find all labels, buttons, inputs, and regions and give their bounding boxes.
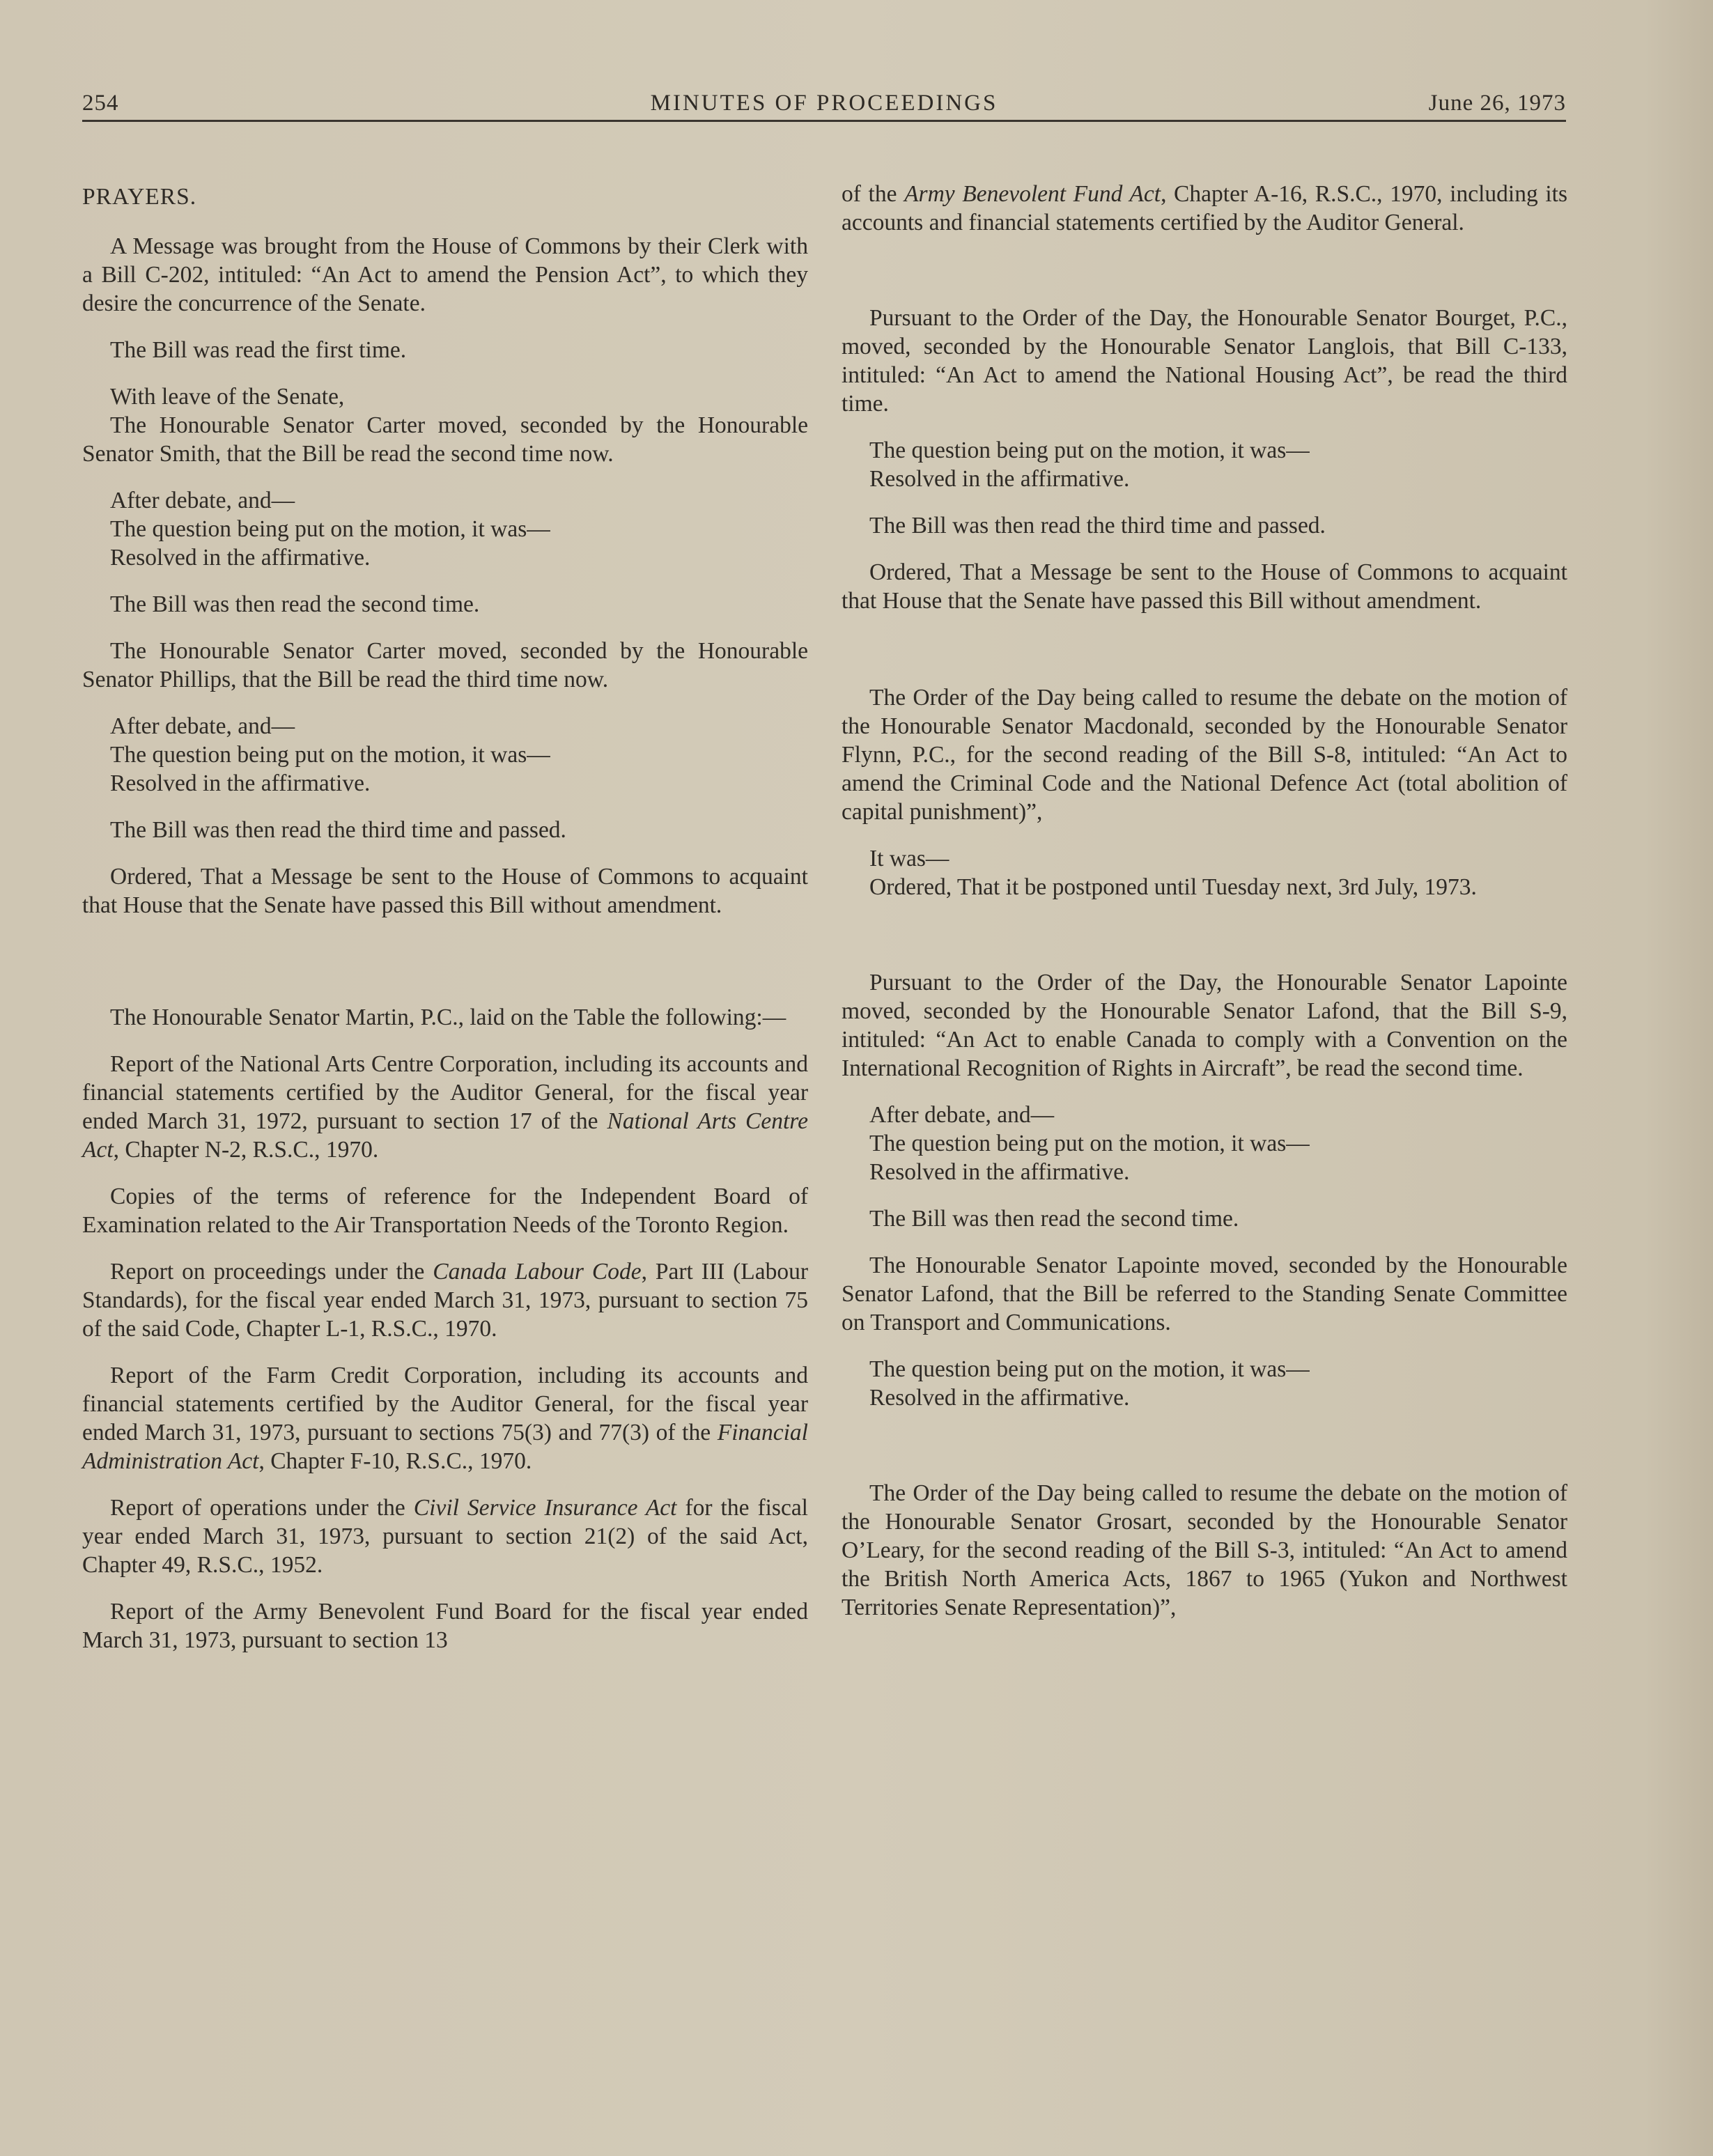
paragraph-army-benevolent-report: Report of the Army Benevolent Fund Board for the fiscal year ended March 31, 1973, pursuant to section 13 — [82, 1599, 808, 1653]
resolved-line: Resolved in the affirmative. — [110, 770, 371, 796]
paragraph-bill-s3-debate: The Order of the Day being called to resume the debate on the motion of the Honourable Senator Grosart, seconded by the Honourable Senator O’Leary, for the second reading of the Bill S-3, intituled: “An Act to amend the British North America Acts, 1867 to 1965 (Yukon and Northwest Territories Senate Representation)”, — [842, 1480, 1567, 1620]
text-run: Report of the Farm Credit Corporation, including its accounts and financial statements certified by the Auditor General, for the fiscal year ended March 31, 1973, pursuant to sections 75(3) and 77(3) of the — [82, 1363, 808, 1445]
left-column — [82, 183, 808, 1654]
question-line: The question being put on the motion, it was— — [869, 1131, 1310, 1156]
text-run: , Part III (Labour Standards), for the fiscal year ended March 31, 1973, pursuant to section 75 of the said Code, Chapter L-1, R.S.C., 1970. — [82, 1259, 809, 1342]
act-title: Civil Service Insurance Act — [413, 1495, 677, 1521]
debate-line: After debate, and— — [869, 1102, 1055, 1128]
text-run: for the fiscal year ended March 31, 1973, pursuant to section 21(2) of the said Act, Chapter 49, R.S.C., 1952. — [82, 1495, 808, 1578]
leave-line: With leave of the Senate, — [110, 384, 345, 410]
right-column — [842, 180, 1567, 1622]
paragraph-ordered-message: Ordered, That a Message be sent to the House of Commons to acquaint that House that the Senate have passed this Bill without amendment. — [82, 864, 808, 918]
text-run: , Chapter N-2, R.S.C., 1970. — [113, 1137, 379, 1163]
paragraph-bill-s8-debate: The Order of the Day being called to resume the debate on the motion of the Honourable Senator Macdonald, seconded by the Honourable Senator Flynn, P.C., for the second reading of the Bill S-8, intituled: “An Act to amend the Criminal Code and the National Defence Act (total abolition of capital punishment)”, — [842, 685, 1567, 825]
header-title: MINUTES OF PROCEEDINGS — [650, 91, 998, 116]
paragraph-postponed — [842, 844, 1567, 901]
question-line: The question being put on the motion, it was— — [110, 516, 550, 542]
paragraph-ordered-message: Ordered, That a Message be sent to the House of Commons to acquaint that House that the Senate have passed this Bill without amendment. — [842, 559, 1567, 614]
paragraph-committee-referral: The Honourable Senator Lapointe moved, seconded by the Honourable Senator Lafond, that the Bill be referred to the Standing Senate Committee on Transport and Communications. — [842, 1253, 1567, 1335]
paragraph-message-bill-c202: A Message was brought from the House of Commons by their Clerk with a Bill C-202, intituled: “An Act to amend the Pension Act”, to which they desire the concurrence of the Senate. — [82, 233, 808, 316]
paragraph-debate-result — [842, 1101, 1567, 1186]
paragraph-third-time-passed: The Bill was then read the third time and passed. — [869, 513, 1326, 538]
act-title: Financial Administration Act — [82, 1420, 808, 1474]
paragraph-bill-s9-motion: Pursuant to the Order of the Day, the Honourable Senator Lapointe moved, seconded by the Honourable Senator Lafond, that the Bill S-9, intituled: “An Act to enable Canada to comply with a Convention on the International Recognition of Rights in Aircraft”, be read the second time. — [842, 970, 1567, 1081]
text-run: Report of operations under the — [110, 1495, 414, 1521]
paragraph-debate-result — [82, 486, 808, 572]
text-run: Report on proceedings under the — [110, 1259, 433, 1285]
page-number: 254 — [82, 91, 119, 116]
debate-line: After debate, and— — [110, 488, 295, 513]
text-run: , Chapter F-10, R.S.C., 1970. — [258, 1448, 532, 1474]
paragraph-second-time: The Bill was then read the second time. — [110, 591, 480, 617]
paragraph-civil-service-report — [82, 1494, 808, 1579]
text-run: Report of the National Arts Centre Corporation, including its accounts and financial statements certified by the Auditor General, for the fiscal year ended March 31, 1972, pursuant to section 17 of the — [82, 1051, 808, 1134]
motion-text: The Honourable Senator Carter moved, seconded by the Honourable Senator Smith, that the Bill be read the second time now. — [82, 412, 808, 467]
text-run: of the — [842, 181, 905, 207]
paragraph-third-reading-motion: The Honourable Senator Carter moved, seconded by the Honourable Senator Phillips, that the Bill be read the third time now. — [82, 638, 808, 692]
paragraph-arts-centre-report — [82, 1050, 808, 1164]
resolved-line: Resolved in the affirmative. — [869, 466, 1130, 492]
resolved-line: Resolved in the affirmative. — [110, 545, 371, 571]
text-run: , Chapter A-16, R.S.C., 1970, including its accounts and financial statements certified by the Auditor General. — [842, 181, 1567, 235]
paragraph-question-result — [842, 436, 1567, 493]
paragraph-second-reading-motion — [82, 382, 808, 468]
paragraph-farm-credit-report — [82, 1361, 808, 1475]
act-title: Canada Labour Code — [433, 1259, 642, 1285]
paragraph-terms-of-reference: Copies of the terms of reference for the Independent Board of Examination related to the Air Transportation Needs of the Toronto Region. — [82, 1184, 808, 1238]
running-header — [82, 85, 1566, 122]
debate-line: After debate, and— — [110, 713, 295, 739]
resolved-line: Resolved in the affirmative. — [869, 1385, 1130, 1411]
ordered-text: Ordered, That it be postponed until Tuesday next, 3rd July, 1973. — [869, 874, 1477, 900]
question-line: The question being put on the motion, it was— — [869, 1356, 1310, 1382]
act-title: Army Benevolent Fund Act — [904, 181, 1161, 207]
question-line: The question being put on the motion, it was— — [110, 742, 550, 768]
paragraph-second-time: The Bill was then read the second time. — [869, 1206, 1239, 1232]
paragraph-tabled-documents: The Honourable Senator Martin, P.C., laid on the Table the following:— — [110, 1005, 786, 1030]
paragraph-labour-code-report — [82, 1257, 808, 1343]
paragraph-first-reading: The Bill was read the first time. — [110, 337, 407, 363]
paragraph-debate-result-2 — [82, 712, 808, 798]
resolved-line: Resolved in the affirmative. — [869, 1159, 1130, 1185]
prayers-heading: PRAYERS. — [82, 184, 197, 210]
header-date: June 26, 1973 — [1428, 91, 1566, 116]
question-line: The question being put on the motion, it was— — [869, 437, 1310, 463]
it-was-line: It was— — [869, 846, 949, 871]
paragraph-army-benevolent-continued — [842, 180, 1567, 237]
act-title: National Arts Centre Act — [82, 1108, 808, 1163]
paragraph-third-time-passed: The Bill was then read the third time and passed. — [110, 817, 566, 843]
paragraph-question-result-2 — [842, 1355, 1567, 1412]
paragraph-bill-c133-motion: Pursuant to the Order of the Day, the Honourable Senator Bourget, P.C., moved, seconded by the Honourable Senator Langlois, that Bill C-133, intituled: “An Act to amend the National Housing Act”, be read the third time. — [842, 305, 1567, 417]
